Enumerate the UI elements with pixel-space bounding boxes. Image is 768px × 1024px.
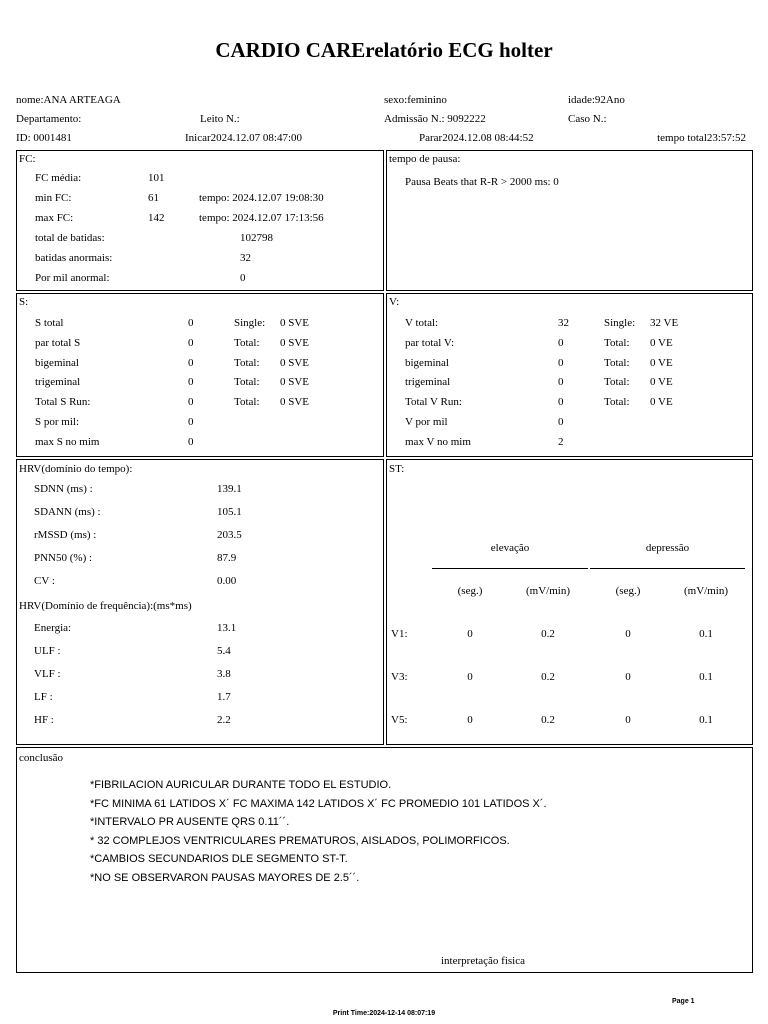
st-depr-seg: 0 <box>625 628 631 640</box>
s-row-value: 0 <box>188 317 194 329</box>
st-lead: V3: <box>391 671 408 683</box>
hrv-freq-value: 13.1 <box>217 622 237 634</box>
st-depression-header: depressão <box>645 542 690 554</box>
fc-permil-value: 0 <box>240 272 246 284</box>
s-row-value: 0 <box>188 336 194 349</box>
st-elev-seg-header: (seg.) <box>457 585 483 597</box>
hrv-freq-header: HRV(Domínio de frequência):(ms*ms) <box>19 600 192 612</box>
s-row-value: 0 <box>188 376 194 389</box>
v-row-label: V total: <box>405 317 439 329</box>
st-lead: V1: <box>391 628 408 640</box>
v-row-count: 32 VE <box>650 317 679 329</box>
st-section <box>386 459 753 745</box>
st-depr-seg: 0 <box>625 714 631 726</box>
hrv-time-value: 203.5 <box>217 529 242 541</box>
conclusion-line: *FIBRILACION AURICULAR DURANTE TODO EL ESTUDIO. <box>90 779 392 791</box>
hrv-time-label: SDNN (ms) : <box>34 483 93 495</box>
s-row-kind: Total: <box>234 376 260 389</box>
conclusion-line: *FC MINIMA 61 LATIDOS X´ FC MAXIMA 142 LATIDOS X´ FC PROMEDIO 101 LATIDOS X´. <box>90 797 547 810</box>
page-number: Page 1 <box>672 998 695 1005</box>
total-time: tempo total23:57:52 <box>657 132 746 144</box>
hrv-time-label: SDANN (ms) : <box>34 506 101 518</box>
st-depr-mv: 0.1 <box>699 714 713 726</box>
fc-header: FC: <box>19 153 36 165</box>
pause-header: tempo de pausa: <box>389 153 461 165</box>
v-row-value: 0 <box>558 356 564 369</box>
fc-min-value: 61 <box>148 192 159 204</box>
st-elev-mv: 0.2 <box>541 671 555 683</box>
st-header: ST: <box>389 463 405 475</box>
hrv-freq-label: LF : <box>34 691 53 703</box>
hrv-time-label: rMSSD (ms) : <box>34 529 97 541</box>
st-elev-mv-header: (mV/min) <box>526 585 570 597</box>
v-row-value: 0 <box>558 416 564 428</box>
s-row-count: 0 SVE <box>280 336 310 349</box>
s-header: S: <box>19 296 29 308</box>
s-row-kind: Total: <box>234 356 260 369</box>
v-row-value: 0 <box>558 396 564 409</box>
s-section <box>16 293 384 457</box>
st-elev-seg: 0 <box>467 671 473 683</box>
st-elev-mv: 0.2 <box>541 628 555 640</box>
s-row-count: 0 SVE <box>280 396 310 409</box>
v-row-value: 0 <box>558 376 564 389</box>
v-row-count: 0 VE <box>650 376 673 389</box>
st-elevation-header: elevação <box>490 542 530 554</box>
st-depression-rule <box>590 568 745 569</box>
s-row-count: 0 SVE <box>280 317 310 329</box>
conclusion-header: conclusão <box>19 752 63 764</box>
hrv-freq-label: HF : <box>34 714 54 726</box>
fc-min-time: tempo: 2024.12.07 19:08:30 <box>199 192 324 204</box>
s-row-value: 0 <box>188 396 194 409</box>
s-row-count: 0 SVE <box>280 376 310 389</box>
fc-total-label: total de batidas: <box>35 232 105 244</box>
interpretation-label: interpretação fisica <box>441 955 525 967</box>
st-lead: V5: <box>391 714 408 726</box>
s-row-kind: Total: <box>234 336 260 349</box>
v-row-count: 0 VE <box>650 336 673 349</box>
fc-abnormal-value: 32 <box>240 252 251 264</box>
st-depr-mv-header: (mV/min) <box>684 585 728 597</box>
v-row-value: 0 <box>558 336 564 349</box>
department: Departamento: <box>16 113 82 125</box>
v-row-label: Total V Run: <box>405 396 462 409</box>
v-row-count: 0 VE <box>650 356 673 369</box>
patient-age: idade:92Ano <box>568 94 625 106</box>
st-elev-seg: 0 <box>467 714 473 726</box>
v-row-label: trigeminal <box>405 376 451 389</box>
fc-max-value: 142 <box>148 212 165 224</box>
hrv-time-value: 0.00 <box>217 575 237 587</box>
s-row-label: bigeminal <box>35 356 79 369</box>
conclusion-line: * 32 COMPLEJOS VENTRICULARES PREMATUROS, AISLADOS, POLIMORFICOS. <box>90 834 510 847</box>
hrv-freq-value: 1.7 <box>217 691 231 703</box>
v-header: V: <box>389 296 400 308</box>
st-depr-mv: 0.1 <box>699 628 713 640</box>
s-row-label: S por mil: <box>35 416 80 428</box>
hrv-freq-label: ULF : <box>34 645 61 657</box>
hrv-freq-label: Energia: <box>34 622 72 634</box>
hrv-time-value: 87.9 <box>217 552 237 564</box>
v-row-label: par total V: <box>405 336 455 349</box>
s-row-label: par total S <box>35 336 81 349</box>
v-row-kind: Total: <box>604 396 630 409</box>
v-row-kind: Total: <box>604 356 630 369</box>
v-row-count: 0 VE <box>650 396 673 409</box>
fc-max-time: tempo: 2024.12.07 17:13:56 <box>199 212 324 224</box>
fc-max-label: max FC: <box>35 212 74 224</box>
v-row-label: V por mil <box>405 416 448 428</box>
v-row-label: bigeminal <box>405 356 449 369</box>
patient-sex: sexo:feminino <box>384 94 447 106</box>
s-row-label: trigeminal <box>35 376 81 389</box>
v-row-value: 32 <box>558 317 569 329</box>
pause-section <box>386 150 753 291</box>
conclusion-line: *INTERVALO PR AUSENTE QRS 0.11´´. <box>90 816 290 829</box>
admission-number: Admissão N.: 9092222 <box>384 113 486 125</box>
hrv-time-label: CV : <box>34 575 55 587</box>
fc-permil-label: Por mil anormal: <box>35 272 110 284</box>
print-time: Print Time:2024-12-14 08:07:19 <box>332 1010 436 1017</box>
v-section <box>386 293 753 457</box>
s-row-kind: Total: <box>234 396 260 409</box>
start-time: Inicar2024.12.07 08:47:00 <box>185 132 303 144</box>
hrv-time-value: 105.1 <box>217 506 242 518</box>
hrv-freq-label: VLF : <box>34 668 61 680</box>
hrv-freq-value: 5.4 <box>217 645 231 657</box>
v-row-kind: Total: <box>604 376 630 389</box>
patient-id: ID: 0001481 <box>16 132 72 144</box>
hrv-time-label: PNN50 (%) : <box>34 552 93 564</box>
v-row-kind: Single: <box>604 317 636 329</box>
v-row-value: 2 <box>558 435 564 448</box>
hrv-freq-value: 3.8 <box>217 668 231 680</box>
s-row-label: Total S Run: <box>35 396 91 409</box>
pause-text: Pausa Beats that R-R > 2000 ms: 0 <box>405 176 559 188</box>
conclusion-line: *CAMBIOS SECUNDARIOS DLE SEGMENTO ST-T. <box>90 853 348 866</box>
s-row-value: 0 <box>188 416 194 428</box>
v-row-label: max V no mim <box>405 435 471 448</box>
v-row-kind: Total: <box>604 336 630 349</box>
hrv-time-value: 139.1 <box>217 483 242 495</box>
hrv-time-header: HRV(domínio do tempo): <box>19 463 133 475</box>
st-elev-seg: 0 <box>467 628 473 640</box>
fc-media-value: 101 <box>148 172 165 184</box>
stop-time: Parar2024.12.08 08:44:52 <box>419 132 534 144</box>
s-row-label: max S no mim <box>35 435 100 448</box>
s-row-label: S total <box>35 317 64 329</box>
fc-abnormal-label: batidas anormais: <box>35 252 113 264</box>
fc-media-label: FC média: <box>35 172 82 184</box>
fc-min-label: min FC: <box>35 192 72 204</box>
conclusion-line: *NO SE OBSERVARON PAUSAS MAYORES DE 2.5´´. <box>90 872 360 884</box>
s-row-value: 0 <box>188 356 194 369</box>
report-title: CARDIO CARErelatório ECG holter <box>215 38 553 62</box>
bed-number: Leito N.: <box>200 113 240 125</box>
st-depr-mv: 0.1 <box>699 671 713 683</box>
hrv-freq-value: 2.2 <box>217 714 231 726</box>
s-row-kind: Single: <box>234 317 266 329</box>
s-row-count: 0 SVE <box>280 356 310 369</box>
s-row-value: 0 <box>188 435 194 448</box>
st-elevation-rule <box>432 568 588 569</box>
st-depr-seg-header: (seg.) <box>615 585 641 597</box>
patient-name: nome:ANA ARTEAGA <box>16 94 121 106</box>
case-number: Caso N.: <box>568 113 607 125</box>
st-elev-mv: 0.2 <box>541 714 555 726</box>
st-depr-seg: 0 <box>625 671 631 683</box>
fc-total-value: 102798 <box>240 232 273 244</box>
